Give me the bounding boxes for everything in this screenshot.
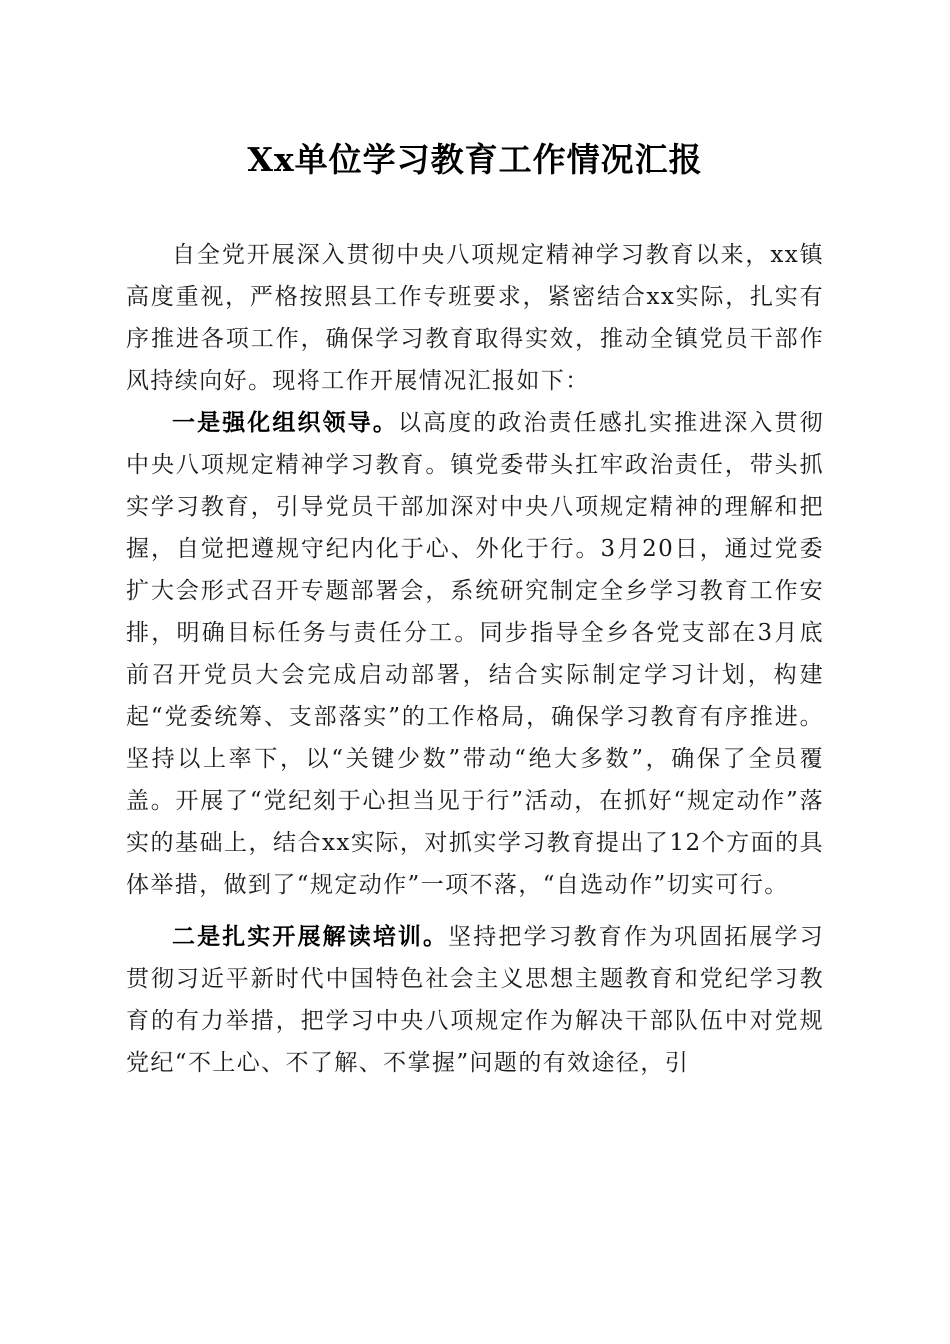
- document-body: [126, 234, 824, 1084]
- section-2-text: 坚持把学习教育作为巩固拓展学习贯彻习近平新时代中国特色社会主义思想主题教育和党纪学习教育的有力举措，把学习中央八项规定作为解决干部队伍中对党规党纪“不上心、不了解、不掌握”问题的有效途径，引: [126, 924, 825, 1076]
- section-2-lead: 二是扎实开展解读培训。: [172, 923, 449, 950]
- intro-paragraph: 自全党开展深入贯彻中央八项规定精神学习教育以来，xx镇高度重视，严格按照县工作专班要求，紧密结合xx实际，扎实有序推进各项工作，确保学习教育取得实效，推动全镇党员干部作风持续向好。现将工作开展情况汇报如下：: [126, 242, 824, 394]
- section-paragraph-2: [126, 916, 824, 1084]
- section-1-text: 以高度的政治责任感扎实推进深入贯彻中央八项规定精神学习教育。镇党委带头扛牢政治责任，带头抓实学习教育，引导党员干部加深对中央八项规定精神的理解和把握，自觉把遵规守纪内化于心、外化于行。3月20日，通过党委扩大会形式召开专题部署会，系统研究制定全乡学习教育工作安排，明确目标任务与责任分工。同步指导全乡各党支部在3月底前召开党员大会完成启动部署，结合实际制定学习计划，构建起“党委统筹、支部落实”的工作格局，确保学习教育有序推进。坚持以上率下，以“关键少数”带动“绝大多数”，确保了全员覆盖。开展了“党纪刻于心担当见于行”活动，在抓好“规定动作”落实的基础上，结合xx实际，对抓实学习教育提出了12个方面的具体举措，做到了“规定动作”一项不落，“自选动作”切实可行。: [126, 410, 824, 898]
- document-title: Xx单位学习教育工作情况汇报: [247, 140, 703, 179]
- section-1-lead: 一是强化组织领导。: [172, 409, 398, 436]
- section-paragraph-1: [126, 402, 824, 906]
